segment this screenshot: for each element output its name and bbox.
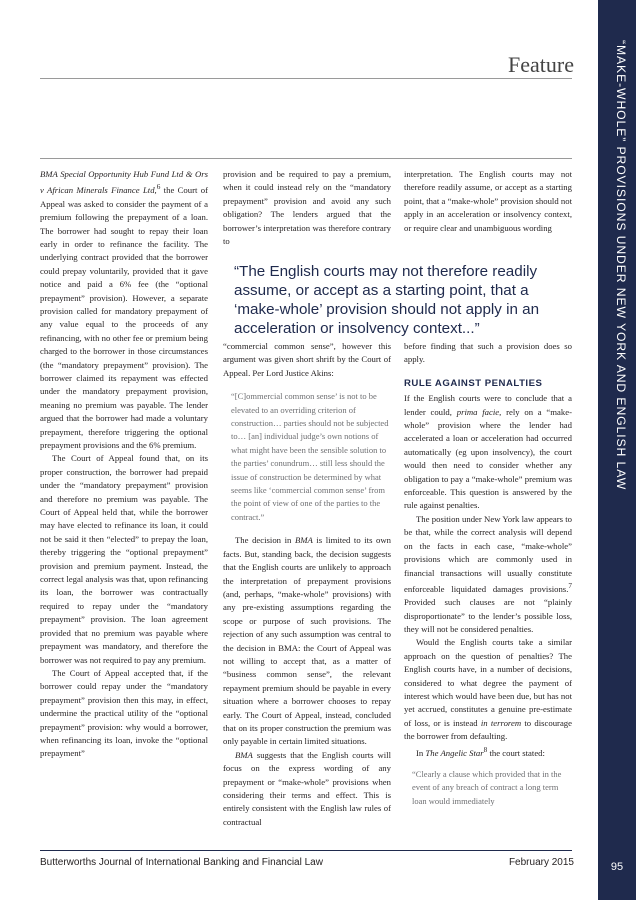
col3-text: The position under New York law appears to be that, while the correct analysis will depend on the facts in each case, “make-whole” provisions which are commonly used in financial transactions will usually constitute enforceable liquidated damages provisions.: [404, 513, 572, 594]
col3-paragraph-3: [404, 636, 572, 743]
case-name: BMA: [294, 535, 313, 546]
col1-paragraph-3: The Court of Appeal accepted that, if the borrower could repay under the “mandatory prepayment” provision then this may, in effect, undermine the practical utility of the “optional prepayment” provision: why would a borrower, when refinancing its loan, invoke the “optional prepayment”: [40, 667, 208, 759]
col3-paragraph-2: [404, 513, 572, 637]
col2-text: The decision in: [235, 535, 295, 546]
pull-quote: “The English courts may not therefore readily assume, or accept as a starting point, that a ‘make-whole’ provision should not apply in an acceleration or insolvency context...”: [234, 263, 540, 337]
col1-text: the Court of Appeal was asked to consider the payment of a premium following the prepayment of a loan. The borrower had sought to repay their loan early in order to refinance the facility. The underlying contract provided that the borrower could prepay voluntarily, provided that it gave notice and paid a 6% fee (the “optional prepayment” provision). However, a separate provision called for mandatory prepayment of any value equal to the proceeds of any refinancing, with no other fee or premium being charged to the borrower in those circumstances (the “mandatory prepayment” provision). The borrower claimed its repayment was effected under the mandatory prepayment provision, meaning no premium was payable. The lender argued that the borrower had made a voluntary prepayment, therefore triggering the optional prepayment provisions and the 6% premium.: [40, 185, 209, 451]
akins-quote-text: “[C]ommercial common sense’ is not to be elevated to an overriding criterion of construction… parties should not be subjected to… [an] individual judge’s own notions of what might have been the sensible solution to the parties’ conundrum… still less should the issue of construction be determined by what seems like ‘commercial common sense’ from the point of view of one of the parties to the contract.”: [231, 391, 389, 522]
page-number: 95: [598, 852, 636, 882]
col3-text: Provided such clauses are not “plainly disproportionate” to the lender’s possible loss, they will not be considered penalties.: [404, 597, 572, 635]
col3-text: If the English courts were to conclude that a lender could,: [404, 393, 572, 417]
col1-paragraph-2: The Court of Appeal found that, on its proper construction, the borrower had prepaid under the “mandatory prepayment” provision and therefore no premium was payable. The Court of Appeal held that, while the borrower may have elected to refinance its loan, it could not be said it then “elected” to prepay the loan, thereby triggering the “optional prepayment” provision and premium payment. Instead, the correct legal analysis was that, upon refinancing its loan, the borrower was contractually required to repay under the “mandatory prepayment” provision. The loan agreement provided that no premium was payable where prepayment was mandatory, and therefore the borrower was not required to pay any premium.: [40, 453, 208, 665]
column-3-top: [404, 168, 572, 235]
sidebar-title: “MAKE-WHOLE” PROVISIONS UNDER NEW YORK AND ENGLISH LAW: [614, 40, 628, 491]
footnote-ref: 8: [483, 745, 488, 754]
col3-top-text: interpretation. The English courts may not therefore readily assume, or accept as a starting point, that a “make-whole” provision should not apply in an acceleration or insolvency context, or require clear and unambiguous wording: [404, 169, 572, 233]
section-heading: RULE AGAINST PENALTIES: [404, 377, 543, 389]
col3-continuation: before finding that such a provision does so apply.: [404, 341, 572, 365]
mid-rule: [40, 158, 572, 159]
col2-text: suggests that the English courts will focus on the express wording of any prepayment or “make-whole” provisions when considering their terms and effect. This is entirely consistent with the English law rules of contractual: [223, 749, 391, 827]
col3-text: , rely on a “make-whole” provision where the lender had accelerated a loan or acceleration had occurred automatically (eg upon insolvency), the court would then need to consider whether any obligation to pay a “make-whole” premium was enforceable. This question is answered by the rule against penalties.: [404, 406, 572, 511]
col1-paragraph-1: [40, 168, 208, 452]
col3-text: to discourage the borrower from defaulting.: [404, 717, 573, 742]
col2-text: is limited to its own facts. But, standing back, the decision suggests that the English courts are unlikely to approach the interpretation of prepayment provisions (and, perhaps, “make-whole” provisions) with any pre-existing assumptions regarding the scope or purpose of such provisions. The rejection of any such assumption was central to the decision in BMA: the Court of Appeal was not willing to accept that, as a matter of “business common sense”, the relevant repayment premium should be payable in every situation where a borrower chooses to repay early. The Court of Appeal, instead, concluded that on its proper construction the premium was only payable in certain limited situations.: [223, 535, 391, 747]
col2-continuation: “commercial common sense”, however this argument was given short shrift by the Court of Appeal. Per Lord Justice Akins:: [223, 341, 391, 378]
emphasis: prima facie: [456, 406, 500, 417]
column-2-bottom: [223, 340, 391, 829]
col3-paragraph-4: [404, 744, 572, 760]
col3-text: the court stated:: [487, 747, 545, 758]
column-1: [40, 168, 208, 761]
col2-paragraph-bma: [223, 534, 391, 749]
angelic-star-quote: [412, 768, 572, 808]
col2-paragraph-suggests: [223, 749, 391, 829]
col3-text: In: [416, 747, 426, 758]
footnote-ref: 7: [568, 581, 572, 590]
feature-label: Feature: [508, 52, 574, 77]
case-citation: BMA Special Opportunity Hub Fund Ltd & Ors v African Minerals Finance Ltd,: [40, 169, 208, 196]
top-rule: [40, 78, 572, 79]
angelic-star-quote-text: “Clearly a clause which provided that in the event of any breach of contract a long term loan would immediately: [412, 768, 562, 806]
footnote-ref: 6: [156, 183, 161, 192]
col3-text: Would the English courts take a similar approach on the question of penalties? The English courts have, in a number of decisions, considered to what degree the payment of interest which would have been due, but has not yet accrued, constitutes a genuine pre-estimate of loss, or is instead: [404, 637, 572, 728]
footer-journal: Butterworths Journal of International Banking and Financial Law: [40, 857, 323, 868]
column-2-top: [223, 168, 391, 248]
case-name: The Angelic Star: [425, 747, 484, 758]
footer-rule: [40, 850, 572, 851]
column-3-bottom: [404, 340, 572, 818]
akins-quote: [231, 390, 391, 524]
footer-date: February 2015: [508, 857, 574, 868]
col3-paragraph-1: [404, 392, 572, 513]
emphasis: in terrorem: [480, 717, 522, 728]
col2-top-text: provision and be required to pay a premium, when it could instead rely on the “mandatory prepayment” provision and avoid any such obligation? The lenders argued that the borrower’s interpretation was therefore contrary to: [223, 169, 391, 247]
case-name: BMA: [235, 749, 253, 760]
